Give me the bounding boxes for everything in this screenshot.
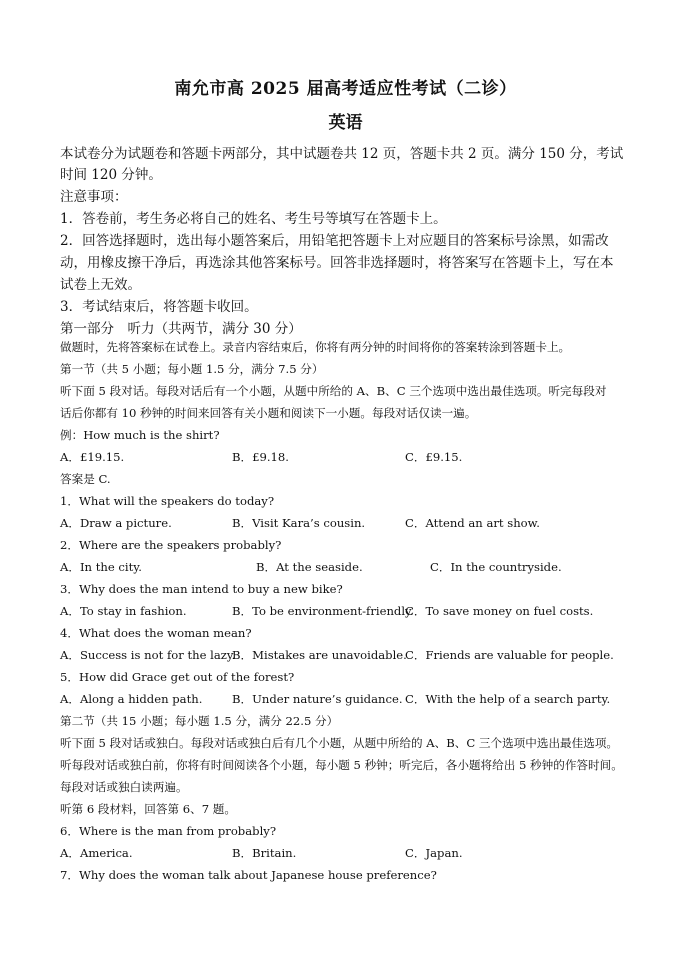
option-c: C．Japan.: [405, 846, 463, 860]
question-5-options: [60, 691, 660, 707]
question-6: 6．Where is the man from probably?: [60, 824, 277, 838]
option-c: C．Attend an art show.: [405, 516, 540, 530]
notice-title: 注意事项：: [60, 189, 128, 205]
example-answer: 答案是 C.: [60, 472, 111, 486]
question-4-options: [60, 647, 660, 663]
example-options: [60, 449, 660, 465]
option-c: C．To save money on fuel costs.: [405, 604, 594, 618]
option-c: C．In the countryside.: [430, 560, 562, 574]
subject-title: 英语: [328, 113, 363, 133]
option-b: B．At the seaside.: [256, 560, 363, 574]
section1-heading: 第一节（共 5 小题；每小题 1.5 分，满分 7.5 分）: [60, 362, 324, 376]
option-a: A．To stay in fashion.: [60, 604, 187, 618]
question-4: 4．What does the woman mean?: [60, 626, 252, 640]
question-5: 5．How did Grace get out of the forest?: [60, 670, 295, 684]
question-6-options: [60, 845, 660, 861]
part1-description: 做题时，先将答案标在试卷上。录音内容结束后，你将有两分钟的时间将你的答案转涂到答题卡上。: [60, 340, 571, 354]
option-b: B．Under nature’s guidance.: [232, 692, 403, 706]
option-a: A．Draw a picture.: [60, 516, 172, 530]
option-b: B．Mistakes are unavoidable.: [232, 648, 407, 662]
example-question: 例：How much is the shirt?: [60, 428, 220, 442]
question-7: 7．Why does the woman talk about Japanese house preference?: [60, 868, 437, 882]
question-2: 2．Where are the speakers probably?: [60, 538, 282, 552]
notice-item-2-line-3: 试卷上无效。: [60, 277, 141, 293]
option-b: B．To be environment-friendly.: [232, 604, 414, 618]
section2-desc-line-3: 每段对话或独白读两遍。: [60, 780, 188, 794]
option-a: A．America.: [60, 846, 133, 860]
question-3-options: [60, 603, 660, 619]
question-2-options: [60, 559, 660, 575]
exam-title: 南允市高 2025 届高考适应性考试（二诊）: [174, 79, 517, 99]
option-a: A．Success is not for the lazy.: [60, 648, 236, 662]
intro-line-2: 时间 120 分钟。: [60, 167, 162, 183]
notice-item-3: 3．考试结束后，将答题卡收回。: [60, 299, 258, 315]
part1-heading: 第一部分 听力（共两节，满分 30 分）: [60, 321, 302, 337]
material-6-instruction: 听第 6 段材料，回答第 6、7 题。: [60, 802, 236, 816]
option-c: C．Friends are valuable for people.: [405, 648, 614, 662]
option-a: A．£19.15.: [60, 450, 125, 464]
section1-desc-line-1: 听下面 5 段对话。每段对话后有一个小题，从题中所给的 A、B、C 三个选项中选出最佳选项。听完每段对: [60, 384, 607, 398]
option-b: B．Britain.: [232, 846, 297, 860]
option-a: A．Along a hidden path.: [60, 692, 203, 706]
section2-desc-line-1: 听下面 5 段对话或独白。每段对话或独白后有几个小题，从题中所给的 A、B、C 三个选项中选出最佳选项。: [60, 736, 619, 750]
question-1: 1．What will the speakers do today?: [60, 494, 275, 508]
option-c: C．With the help of a search party.: [405, 692, 611, 706]
intro-line-1: 本试卷分为试题卷和答题卡两部分，其中试题卷共 12 页，答题卡共 2 页。满分 150 分，考试: [60, 146, 624, 162]
notice-item-1: 1．答卷前，考生务必将自己的姓名、考生号等填写在答题卡上。: [60, 211, 447, 227]
option-b: B．Visit Kara’s cousin.: [232, 516, 366, 530]
notice-item-2-line-2: 动，用橡皮擦干净后，再选涂其他答案标号。回答非选择题时，将答案写在答题卡上，写在本: [60, 255, 614, 271]
question-1-options: [60, 515, 660, 531]
option-a: A．In the city.: [60, 560, 142, 574]
question-3: 3．Why does the man intend to buy a new bike?: [60, 582, 343, 596]
option-c: C．£9.15.: [405, 450, 463, 464]
option-b: B．£9.18.: [232, 450, 289, 464]
notice-item-2-line-1: 2．回答选择题时，选出每小题答案后，用铅笔把答题卡上对应题目的答案标号涂黑，如需改: [60, 233, 609, 249]
section2-heading: 第二节（共 15 小题；每小题 1.5 分，满分 22.5 分）: [60, 714, 339, 728]
section2-desc-line-2: 听每段对话或独白前，你将有时间阅读各个小题，每小题 5 秒钟；听完后，各小题将给出 5 秒钟的作答时间。: [60, 758, 623, 772]
section1-desc-line-2: 话后你都有 10 秒钟的时间来回答有关小题和阅读下一小题。每段对话仅读一遍。: [60, 406, 477, 420]
